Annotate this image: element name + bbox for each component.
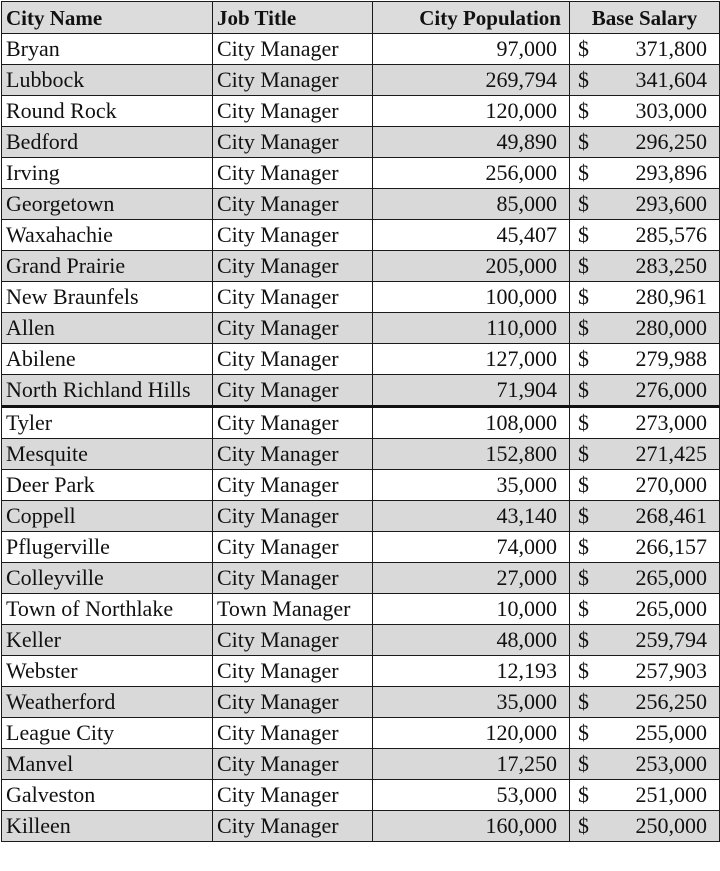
currency-symbol: $ [578,813,589,838]
cell-base-salary [570,780,720,811]
salary-amount: 271,425 [635,441,707,466]
cell-city-population: 74,000 [373,532,570,563]
cell-base-salary [570,656,720,687]
salary-amount: 268,461 [635,503,707,528]
cell-base-salary [570,407,720,439]
cell-job-title: City Manager [213,501,373,532]
currency-symbol: $ [578,689,589,714]
cell-city-population: 269,794 [373,65,570,96]
currency-symbol: $ [578,658,589,683]
cell-city-population: 100,000 [373,282,570,313]
salary-amount: 296,250 [635,129,707,154]
cell-job-title: City Manager [213,780,373,811]
cell-city-name: Bryan [2,34,213,65]
table-row [2,34,720,65]
salary-amount: 276,000 [635,377,707,402]
cell-base-salary [570,375,720,407]
cell-job-title: City Manager [213,313,373,344]
currency-symbol: $ [578,720,589,745]
cell-city-name: Round Rock [2,96,213,127]
cell-city-name: Town of Northlake [2,594,213,625]
salary-amount: 259,794 [635,627,707,652]
cell-city-name: Bedford [2,127,213,158]
cell-city-name: Allen [2,313,213,344]
cell-base-salary [570,687,720,718]
cell-job-title: City Manager [213,158,373,189]
cell-base-salary [570,158,720,189]
table-row [2,470,720,501]
table-row [2,96,720,127]
cell-base-salary [570,34,720,65]
table-row [2,532,720,563]
cell-city-name: Abilene [2,344,213,375]
cell-city-name: Tyler [2,407,213,439]
cell-city-name: Keller [2,625,213,656]
table-row [2,251,720,282]
salary-amount: 280,961 [635,284,707,309]
header-job-title: Job Title [213,2,373,34]
cell-city-population: 110,000 [373,313,570,344]
cell-city-name: Galveston [2,780,213,811]
currency-symbol: $ [578,253,589,278]
cell-job-title: City Manager [213,220,373,251]
table-row [2,563,720,594]
cell-base-salary [570,625,720,656]
cell-city-population: 71,904 [373,375,570,407]
salary-amount: 279,988 [635,346,707,371]
cell-city-population: 43,140 [373,501,570,532]
cell-job-title: City Manager [213,251,373,282]
table-row [2,749,720,780]
currency-symbol: $ [578,36,589,61]
cell-city-population: 53,000 [373,780,570,811]
cell-city-population: 85,000 [373,189,570,220]
cell-city-population: 27,000 [373,563,570,594]
cell-city-population: 127,000 [373,344,570,375]
salary-amount: 280,000 [635,315,707,340]
salary-amount: 303,000 [635,98,707,123]
currency-symbol: $ [578,191,589,216]
cell-city-population: 49,890 [373,127,570,158]
currency-symbol: $ [578,627,589,652]
cell-base-salary [570,718,720,749]
cell-job-title: City Manager [213,189,373,220]
cell-job-title: City Manager [213,563,373,594]
header-base-salary: Base Salary [570,2,720,34]
cell-city-name: Mesquite [2,439,213,470]
table-row [2,158,720,189]
cell-base-salary [570,563,720,594]
cell-job-title: City Manager [213,407,373,439]
cell-city-name: Weatherford [2,687,213,718]
cell-city-name: Killeen [2,811,213,842]
table-row [2,811,720,842]
salary-amount: 341,604 [635,67,707,92]
cell-city-population: 108,000 [373,407,570,439]
table-row [2,127,720,158]
cell-job-title: City Manager [213,811,373,842]
salary-amount: 255,000 [635,720,707,745]
currency-symbol: $ [578,565,589,590]
cell-city-population: 120,000 [373,718,570,749]
cell-base-salary [570,189,720,220]
cell-base-salary [570,749,720,780]
cell-job-title: City Manager [213,656,373,687]
cell-city-name: Manvel [2,749,213,780]
cell-base-salary [570,251,720,282]
salary-amount: 256,250 [635,689,707,714]
cell-base-salary [570,65,720,96]
currency-symbol: $ [578,410,589,435]
table-row [2,313,720,344]
table-row [2,282,720,313]
cell-city-name: New Braunfels [2,282,213,313]
cell-base-salary [570,220,720,251]
cell-job-title: City Manager [213,65,373,96]
cell-city-name: Waxahachie [2,220,213,251]
currency-symbol: $ [578,98,589,123]
currency-symbol: $ [578,284,589,309]
cell-city-population: 35,000 [373,470,570,501]
currency-symbol: $ [578,751,589,776]
cell-job-title: City Manager [213,96,373,127]
currency-symbol: $ [578,472,589,497]
cell-city-population: 12,193 [373,656,570,687]
salary-amount: 250,000 [635,813,707,838]
cell-city-name: North Richland Hills [2,375,213,407]
cell-city-name: Georgetown [2,189,213,220]
cell-base-salary [570,313,720,344]
currency-symbol: $ [578,222,589,247]
cell-job-title: Town Manager [213,594,373,625]
cell-job-title: City Manager [213,282,373,313]
cell-base-salary [570,811,720,842]
currency-symbol: $ [578,503,589,528]
cell-city-population: 256,000 [373,158,570,189]
cell-job-title: City Manager [213,34,373,65]
cell-city-population: 160,000 [373,811,570,842]
currency-symbol: $ [578,534,589,559]
cell-city-name: Lubbock [2,65,213,96]
salary-amount: 265,000 [635,596,707,621]
salary-amount: 283,250 [635,253,707,278]
table-body [2,34,720,842]
header-row [2,2,720,34]
table-row [2,718,720,749]
currency-symbol: $ [578,782,589,807]
table-row [2,501,720,532]
currency-symbol: $ [578,129,589,154]
cell-city-population: 10,000 [373,594,570,625]
cell-job-title: City Manager [213,470,373,501]
salary-amount: 253,000 [635,751,707,776]
cell-city-name: Irving [2,158,213,189]
cell-job-title: City Manager [213,687,373,718]
cell-city-population: 48,000 [373,625,570,656]
currency-symbol: $ [578,441,589,466]
salary-amount: 265,000 [635,565,707,590]
table-row [2,656,720,687]
salary-amount: 293,896 [635,160,707,185]
table-row [2,780,720,811]
currency-symbol: $ [578,596,589,621]
salary-amount: 285,576 [635,222,707,247]
table-row [2,407,720,439]
cell-city-population: 120,000 [373,96,570,127]
cell-city-name: Colleyville [2,563,213,594]
table-row [2,344,720,375]
table-row [2,687,720,718]
currency-symbol: $ [578,315,589,340]
cell-city-population: 97,000 [373,34,570,65]
cell-city-name: Coppell [2,501,213,532]
header-city-population: City Population [373,2,570,34]
cell-base-salary [570,344,720,375]
currency-symbol: $ [578,346,589,371]
cell-city-population: 35,000 [373,687,570,718]
table-row [2,594,720,625]
cell-job-title: City Manager [213,439,373,470]
cell-city-population: 205,000 [373,251,570,282]
salary-amount: 293,600 [635,191,707,216]
cell-base-salary [570,532,720,563]
salary-amount: 371,800 [635,36,707,61]
salary-amount: 257,903 [635,658,707,683]
table-row [2,439,720,470]
cell-job-title: City Manager [213,375,373,407]
cell-city-population: 45,407 [373,220,570,251]
salary-amount: 251,000 [635,782,707,807]
salary-amount: 273,000 [635,410,707,435]
table-row [2,220,720,251]
cell-city-name: Pflugerville [2,532,213,563]
cell-job-title: City Manager [213,718,373,749]
cell-city-name: Webster [2,656,213,687]
cell-base-salary [570,501,720,532]
currency-symbol: $ [578,160,589,185]
cell-base-salary [570,96,720,127]
cell-base-salary [570,594,720,625]
cell-city-name: Grand Prairie [2,251,213,282]
cell-base-salary [570,282,720,313]
header-city-name: City Name [2,2,213,34]
table-row [2,375,720,407]
cell-city-population: 17,250 [373,749,570,780]
cell-job-title: City Manager [213,127,373,158]
table-row [2,625,720,656]
cell-job-title: City Manager [213,344,373,375]
salary-table [1,1,720,842]
cell-job-title: City Manager [213,749,373,780]
salary-amount: 270,000 [635,472,707,497]
cell-city-name: Deer Park [2,470,213,501]
currency-symbol: $ [578,377,589,402]
cell-job-title: City Manager [213,532,373,563]
cell-base-salary [570,439,720,470]
cell-base-salary [570,470,720,501]
table-row [2,189,720,220]
cell-city-name: League City [2,718,213,749]
salary-amount: 266,157 [635,534,707,559]
cell-city-population: 152,800 [373,439,570,470]
cell-base-salary [570,127,720,158]
table-row [2,65,720,96]
cell-job-title: City Manager [213,625,373,656]
currency-symbol: $ [578,67,589,92]
